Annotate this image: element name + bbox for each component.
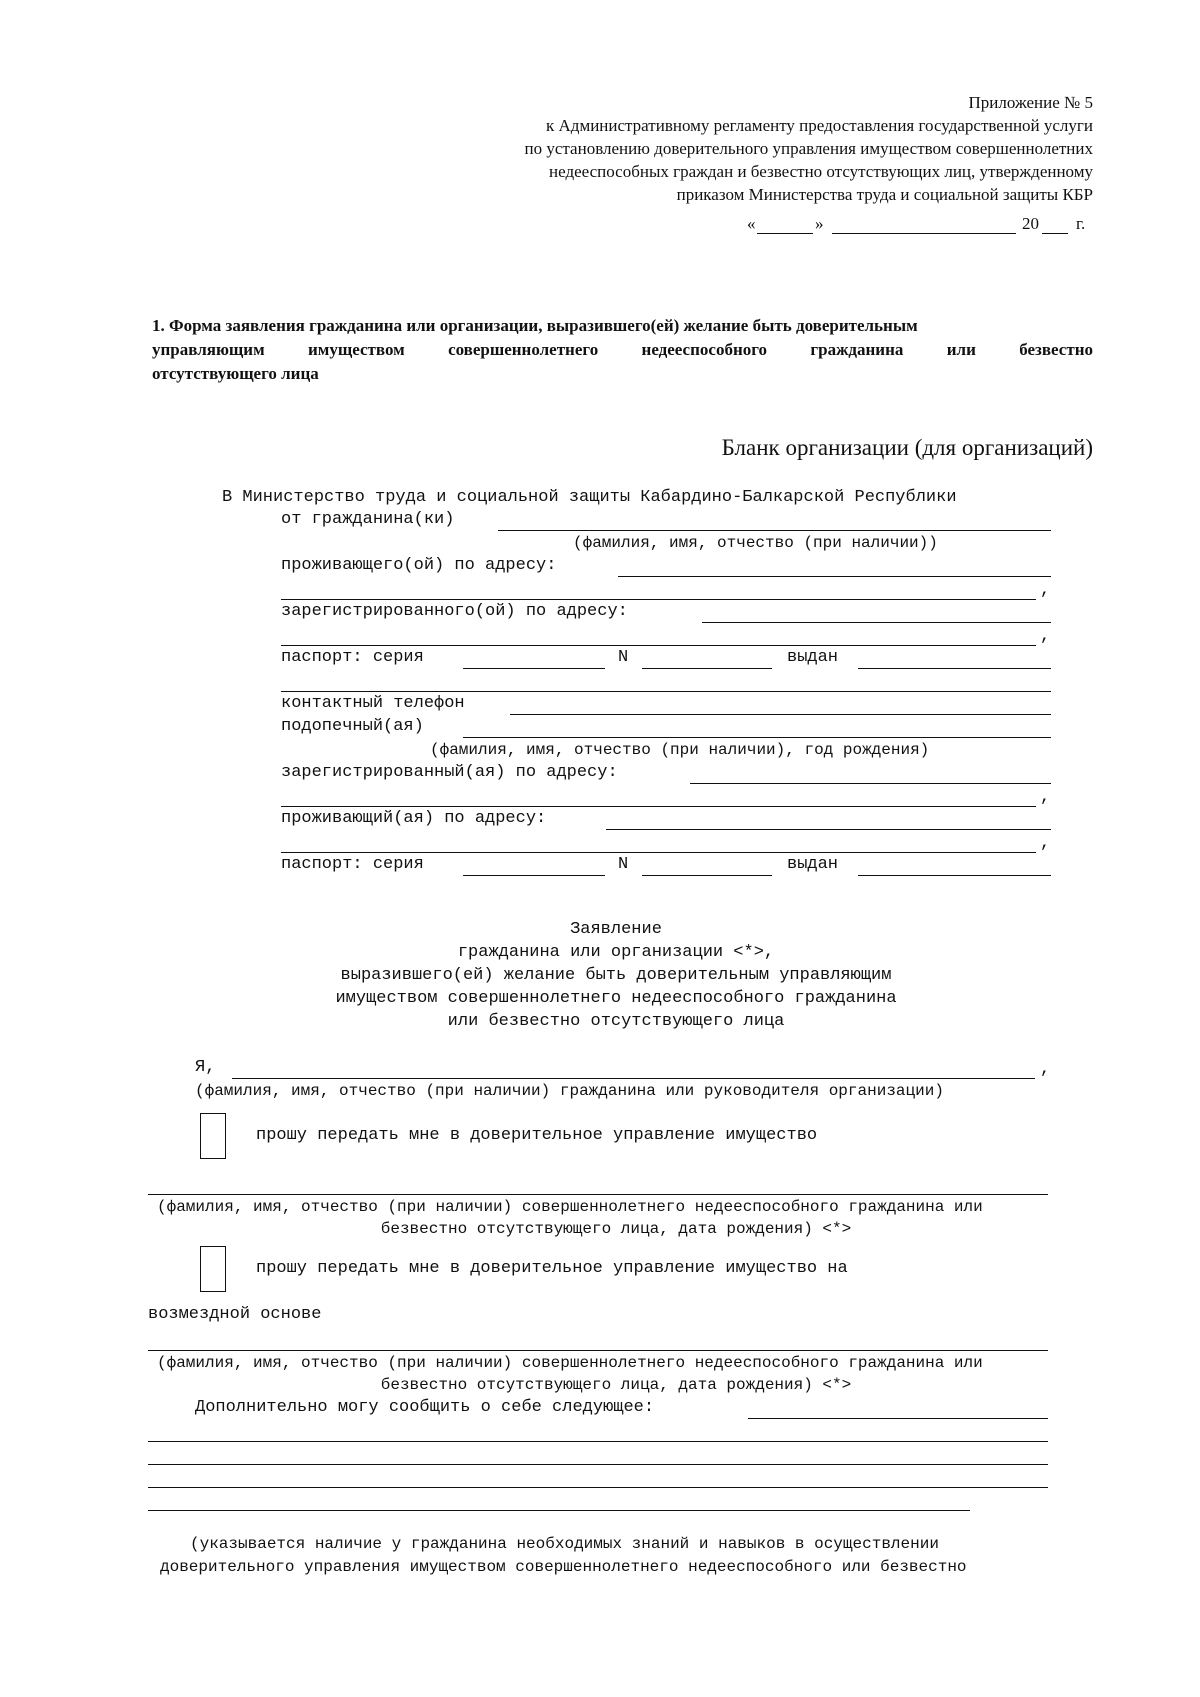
living-address-field-2[interactable] — [281, 599, 1036, 600]
annex-number: Приложение № 5 — [968, 93, 1093, 112]
comma: , — [1040, 1060, 1051, 1079]
passport-issued-label: выдан — [787, 648, 839, 667]
phone-label: контактный телефон — [281, 694, 465, 713]
from-name-hint: (фамилия, имя, отчество (при наличии)) — [573, 534, 938, 552]
option-2-text: прошу передать мне в доверительное управление имущество на — [256, 1259, 848, 1278]
option-2-person-field[interactable] — [148, 1350, 1048, 1351]
comma: , — [1040, 788, 1051, 807]
ward-passport-issued-label: выдан — [787, 855, 839, 874]
option-1-person-hint-1: (фамилия, имя, отчество (при наличии) совершеннолетнего недееспособного гражданина или — [157, 1198, 983, 1216]
additional-info-line-5[interactable] — [148, 1510, 970, 1511]
additional-info-line-3[interactable] — [148, 1464, 1048, 1465]
ward-passport-series-label: паспорт: серия — [281, 855, 424, 874]
passport-number-field[interactable] — [642, 668, 772, 669]
living-label: проживающего(ой) по адресу: — [281, 556, 557, 575]
passport-number-label: N — [618, 648, 629, 667]
passport-series-field[interactable] — [463, 668, 605, 669]
option-1-person-hint-2: безвестно отсутствующего лица, дата рождения) <*> — [380, 1220, 852, 1238]
registered-label: зарегистрированного(ой) по адресу: — [281, 602, 628, 621]
option-2-person-hint-1: (фамилия, имя, отчество (при наличии) совершеннолетнего недееспособного гражданина или — [157, 1354, 983, 1372]
option-2-checkbox[interactable] — [200, 1246, 226, 1292]
ward-registered-label: зарегистрированный(ая) по адресу: — [281, 763, 618, 782]
statement-line-2: выразившего(ей) желание быть доверительным управляющим — [340, 966, 892, 985]
from-label: от гражданина(ки) — [281, 510, 455, 529]
option-2-person-hint-2: безвестно отсутствующего лица, дата рождения) <*> — [380, 1376, 852, 1394]
date-year-suffix: г. — [1076, 214, 1086, 233]
ward-living-label: проживающий(ая) по адресу: — [281, 809, 547, 828]
ward-name-hint: (фамилия, имя, отчество (при наличии), год рождения) — [430, 741, 930, 759]
additional-info-line-4[interactable] — [148, 1487, 1048, 1488]
additional-info-field[interactable] — [748, 1418, 1048, 1419]
ward-living-field[interactable] — [606, 829, 1051, 830]
registered-address-field[interactable] — [702, 622, 1051, 623]
applicant-name-hint: (фамилия, имя, отчество (при наличии) гражданина или руководителя организации) — [195, 1082, 944, 1100]
ward-passport-number-label: N — [618, 855, 629, 874]
ward-living-field-2[interactable] — [281, 852, 1036, 853]
title-word: управляющим — [152, 340, 265, 359]
statement-line-3: имуществом совершеннолетнего недееспособного гражданина — [335, 989, 897, 1008]
option-1-person-field[interactable] — [148, 1194, 1048, 1195]
additional-info-line-2[interactable] — [148, 1441, 1048, 1442]
section-title-line-2 — [152, 340, 1093, 360]
option-2-text-continued: возмездной основе — [148, 1305, 322, 1324]
header-line-2: по установлению доверительного управления имуществом совершеннолетних — [524, 139, 1093, 158]
passport-series-label: паспорт: серия — [281, 648, 424, 667]
phone-field[interactable] — [510, 714, 1051, 715]
ward-passport-issued-field[interactable] — [858, 875, 1051, 876]
date-year-prefix: 20 — [1022, 214, 1039, 233]
footnote-line-2: доверительного управления имуществом совершеннолетнего недееспособного или безвестно — [160, 1558, 967, 1576]
date-day-field[interactable] — [757, 233, 813, 234]
living-address-field[interactable] — [618, 576, 1051, 577]
org-blank-label: Бланк организации (для организаций) — [721, 435, 1093, 460]
header-line-3: недееспособных граждан и безвестно отсутствующих лиц, утвержденному — [549, 162, 1093, 181]
option-1-text: прошу передать мне в доверительное управление имущество — [256, 1126, 818, 1145]
comma: , — [1040, 834, 1051, 853]
statement-title: Заявление — [570, 920, 662, 939]
title-word: или — [946, 340, 976, 359]
ward-label: подопечный(ая) — [281, 717, 424, 736]
title-word: имуществом — [308, 340, 405, 359]
title-word: гражданина — [810, 340, 904, 359]
ward-passport-series-field[interactable] — [463, 875, 605, 876]
title-word: совершеннолетнего — [448, 340, 599, 359]
ward-registered-field[interactable] — [690, 783, 1051, 784]
comma: , — [1040, 581, 1051, 600]
title-word: недееспособного — [641, 340, 768, 359]
date-month-field[interactable] — [832, 233, 1016, 234]
option-1-checkbox[interactable] — [200, 1113, 226, 1159]
ward-name-field[interactable] — [463, 737, 1051, 738]
title-word: безвестно — [1019, 340, 1093, 359]
from-name-field[interactable] — [498, 530, 1051, 531]
footnote-line-1: (указывается наличие у гражданина необходимых знаний и навыков в осуществлении — [190, 1535, 939, 1553]
date-year-field[interactable] — [1042, 233, 1068, 234]
header-line-4: приказом Министерства труда и социальной защиты КБР — [676, 185, 1093, 204]
date-open-quote: « — [747, 214, 756, 233]
statement-line-4: или безвестно отсутствующего лица — [447, 1012, 785, 1031]
ward-passport-number-field[interactable] — [642, 875, 772, 876]
passport-issued-field-2[interactable] — [281, 691, 1051, 692]
passport-issued-field[interactable] — [858, 668, 1051, 669]
additional-info-label: Дополнительно могу сообщить о себе следующее: — [195, 1398, 655, 1417]
comma: , — [1040, 627, 1051, 646]
date-close-quote: » — [815, 214, 824, 233]
section-title-line-1: 1. Форма заявления гражданина или организации, выразившего(ей) желание быть доверительным — [152, 316, 918, 335]
ward-registered-field-2[interactable] — [281, 806, 1036, 807]
section-title-line-3: отсутствующего лица — [152, 364, 319, 383]
registered-address-field-2[interactable] — [281, 645, 1036, 646]
applicant-name-field[interactable] — [232, 1078, 1035, 1079]
addressee-to: В Министерство труда и социальной защиты Кабардино-Балкарской Республики — [222, 488, 957, 507]
statement-line-1: гражданина или организации <*>, — [457, 943, 775, 962]
i-label: Я, — [195, 1058, 216, 1077]
header-line-1: к Административному регламенту предоставления государственной услуги — [546, 116, 1093, 135]
